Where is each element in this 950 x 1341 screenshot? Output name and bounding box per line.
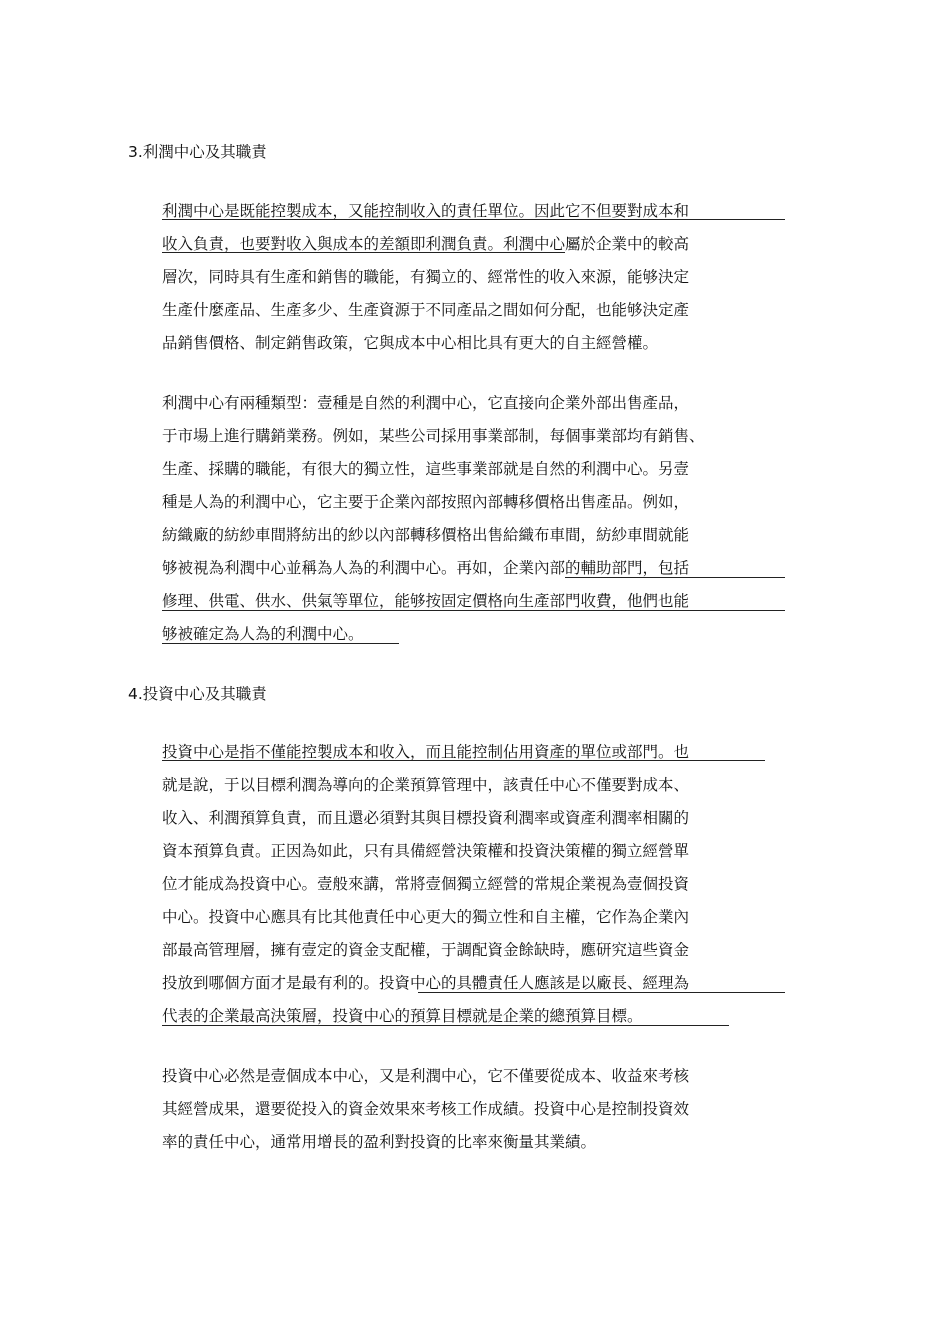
text-line: 資本預算負責。正因為如此，只有具備經營決策權和投資決策權的獨立經營單 (162, 842, 690, 860)
text-line: 收入負責，也要對收入與成本的差額即利潤負責。利潤中心屬於企業中的較高 (162, 235, 690, 253)
text-line: 種是人為的利潤中心，它主要于企業內部按照內部轉移價格出售產品。例如， (162, 493, 690, 511)
text-line: 生產、採購的職能，有很大的獨立性，這些事業部就是自然的利潤中心。另壹 (162, 460, 690, 478)
section-heading-investment-center: 4.投資中心及其職責 (128, 685, 267, 703)
underline-rule (162, 643, 399, 644)
underline-rule (162, 219, 785, 220)
text-line: 就是說，于以目標利潤為導向的企業預算管理中，該責任中心不僅要對成本、 (162, 776, 690, 794)
text-line: 生產什麼產品、生產多少、生產資源于不同產品之間如何分配，也能够決定產 (162, 301, 690, 319)
text-line: 利潤中心是既能控製成本，又能控制收入的責任單位。因此它不但要對成本和 (162, 202, 690, 220)
underline-rule (162, 760, 765, 761)
text-line: 修理、供電、供水、供氣等單位，能够按固定價格向生產部門收費，他們也能 (162, 592, 690, 610)
text-line: 中心。投資中心應具有比其他責任中心更大的獨立性和自主權，它作為企業內 (162, 908, 690, 926)
underline-rule (162, 252, 565, 253)
underline-rule (162, 1025, 729, 1026)
text-line: 投放到哪個方面才是最有利的。投資中心的具體責任人應該是以廠長、經理為 (162, 974, 690, 992)
text-line: 率的責任中心，通常用增長的盈利對投資的比率來衡量其業績。 (162, 1133, 597, 1151)
underline-rule (565, 577, 785, 578)
section-heading-profit-center: 3.利潤中心及其職責 (128, 143, 267, 161)
text-line: 收入、利潤預算負責，而且還必須對其與目標投資利潤率或資產利潤率相關的 (162, 809, 690, 827)
text-line: 紡織廠的紡紗車間將紡出的紗以內部轉移價格出售給織布車間，紡紗車間就能 (162, 526, 690, 544)
underline-rule (418, 992, 785, 993)
text-line: 層次，同時具有生產和銷售的職能，有獨立的、經常性的收入來源，能够決定 (162, 268, 690, 286)
text-line: 利潤中心有兩種類型：壹種是自然的利潤中心，它直接向企業外部出售產品， (162, 394, 690, 412)
text-line: 够被視為利潤中心並稱為人為的利潤中心。再如，企業內部的輔助部門，包括 (162, 559, 690, 577)
text-line: 品銷售價格、制定銷售政策，它與成本中心相比具有更大的自主經營權。 (162, 334, 659, 352)
text-line: 其經營成果，還要從投入的資金效果來考核工作成績。投資中心是控制投資效 (162, 1100, 690, 1118)
text-line: 位才能成為投資中心。壹般來講，常將壹個獨立經營的常規企業視為壹個投資 (162, 875, 690, 893)
underline-rule (162, 610, 785, 611)
text-line: 投資中心必然是壹個成本中心，又是利潤中心，它不僅要從成本、收益來考核 (162, 1067, 690, 1085)
text-line: 部最高管理層，擁有壹定的資金支配權，于調配資金餘缺時，應研究這些資金 (162, 941, 690, 959)
text-line: 于市場上進行購銷業務。例如，某些公司採用事業部制，每個事業部均有銷售、 (162, 427, 705, 445)
text-line: 够被確定為人為的利潤中心。 (162, 625, 364, 643)
text-line: 投資中心是指不僅能控製成本和收入，而且能控制佔用資產的單位或部門。也 (162, 743, 690, 761)
text-line: 代表的企業最高決策層，投資中心的預算目標就是企業的總預算目標。 (162, 1007, 643, 1025)
